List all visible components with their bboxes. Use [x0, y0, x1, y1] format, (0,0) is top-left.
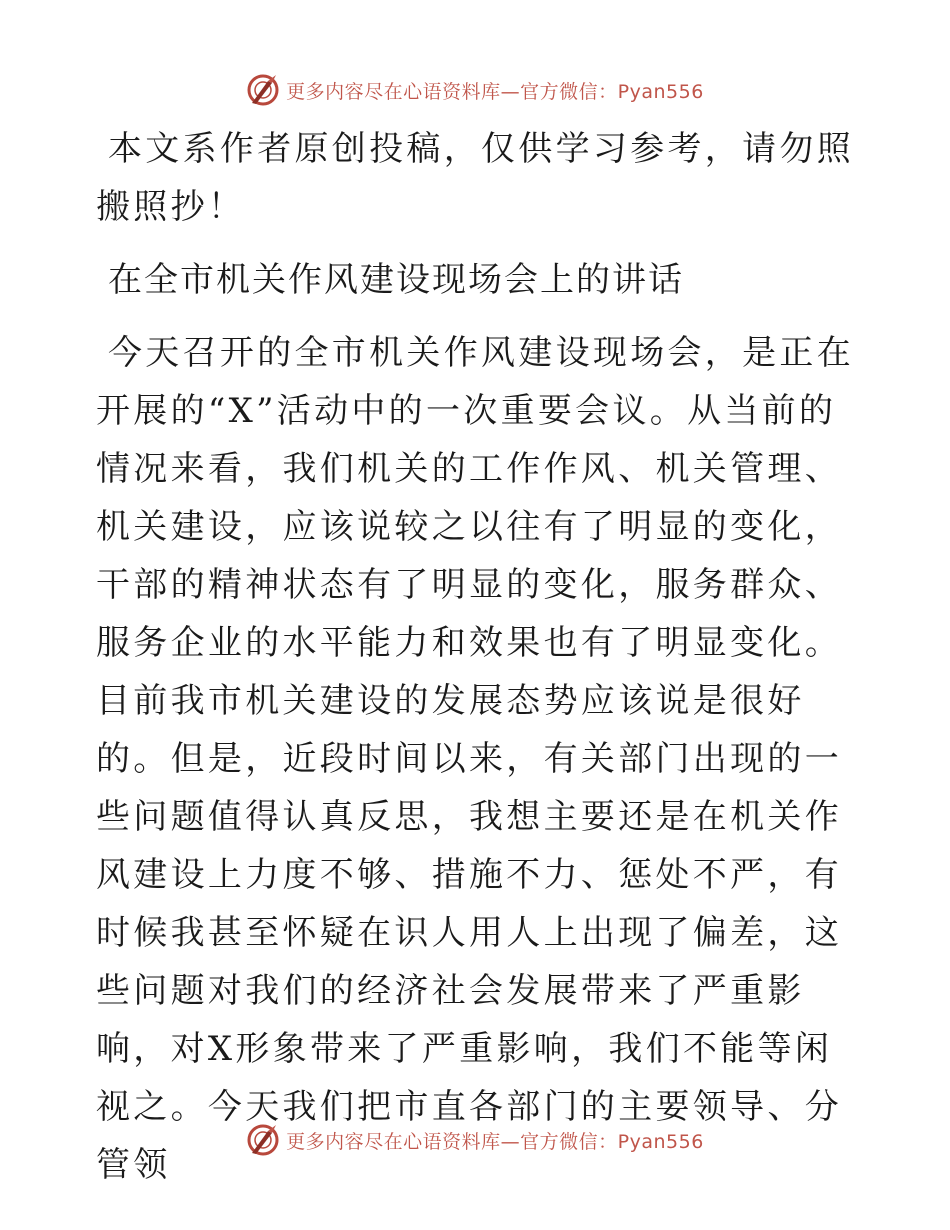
footer-watermark	[0, 1120, 950, 1160]
header-watermark-text: 更多内容尽在心语资料库—官方微信：Pyan556	[286, 80, 704, 103]
speech-title: 在全市机关作风建设现场会上的讲话	[108, 260, 684, 300]
footer-watermark-text: 更多内容尽在心语资料库—官方微信：Pyan556	[286, 1130, 704, 1153]
body-paragraph: 今天召开的全市机关作风建设现场会，是正在开展的“X”活动中的一次重要会议。从当前的情况来看，我们机关的工作作风、机关管理、机关建设，应该说较之以往有了明显的变化，干部的精神状态有了明显的变化，服务群众、服务企业的水平能力和效果也有了明显变化。目前我市机关建设的发展态势应该说是很好的。但是，近段时间以来，有关部门出现的一些问题值得认真反思，我想主要还是在机关作风建设上力度不够、措施不力、惩处不严，有时候我甚至怀疑在识人用人上出现了偏差，这些问题对我们的经济社会发展带来了严重影响，对X形象带来了严重影响，我们不能等闲视之。今天我们把市直各部门的主要领导、分管领	[96, 333, 854, 1185]
quill-seal-logo-icon	[246, 1123, 280, 1157]
header-watermark	[0, 70, 950, 110]
document-body	[96, 120, 856, 1194]
notice-paragraph: 本文系作者原创投稿，仅供学习参考，请勿照搬照抄！	[96, 129, 854, 227]
quill-seal-logo-icon	[246, 73, 280, 107]
